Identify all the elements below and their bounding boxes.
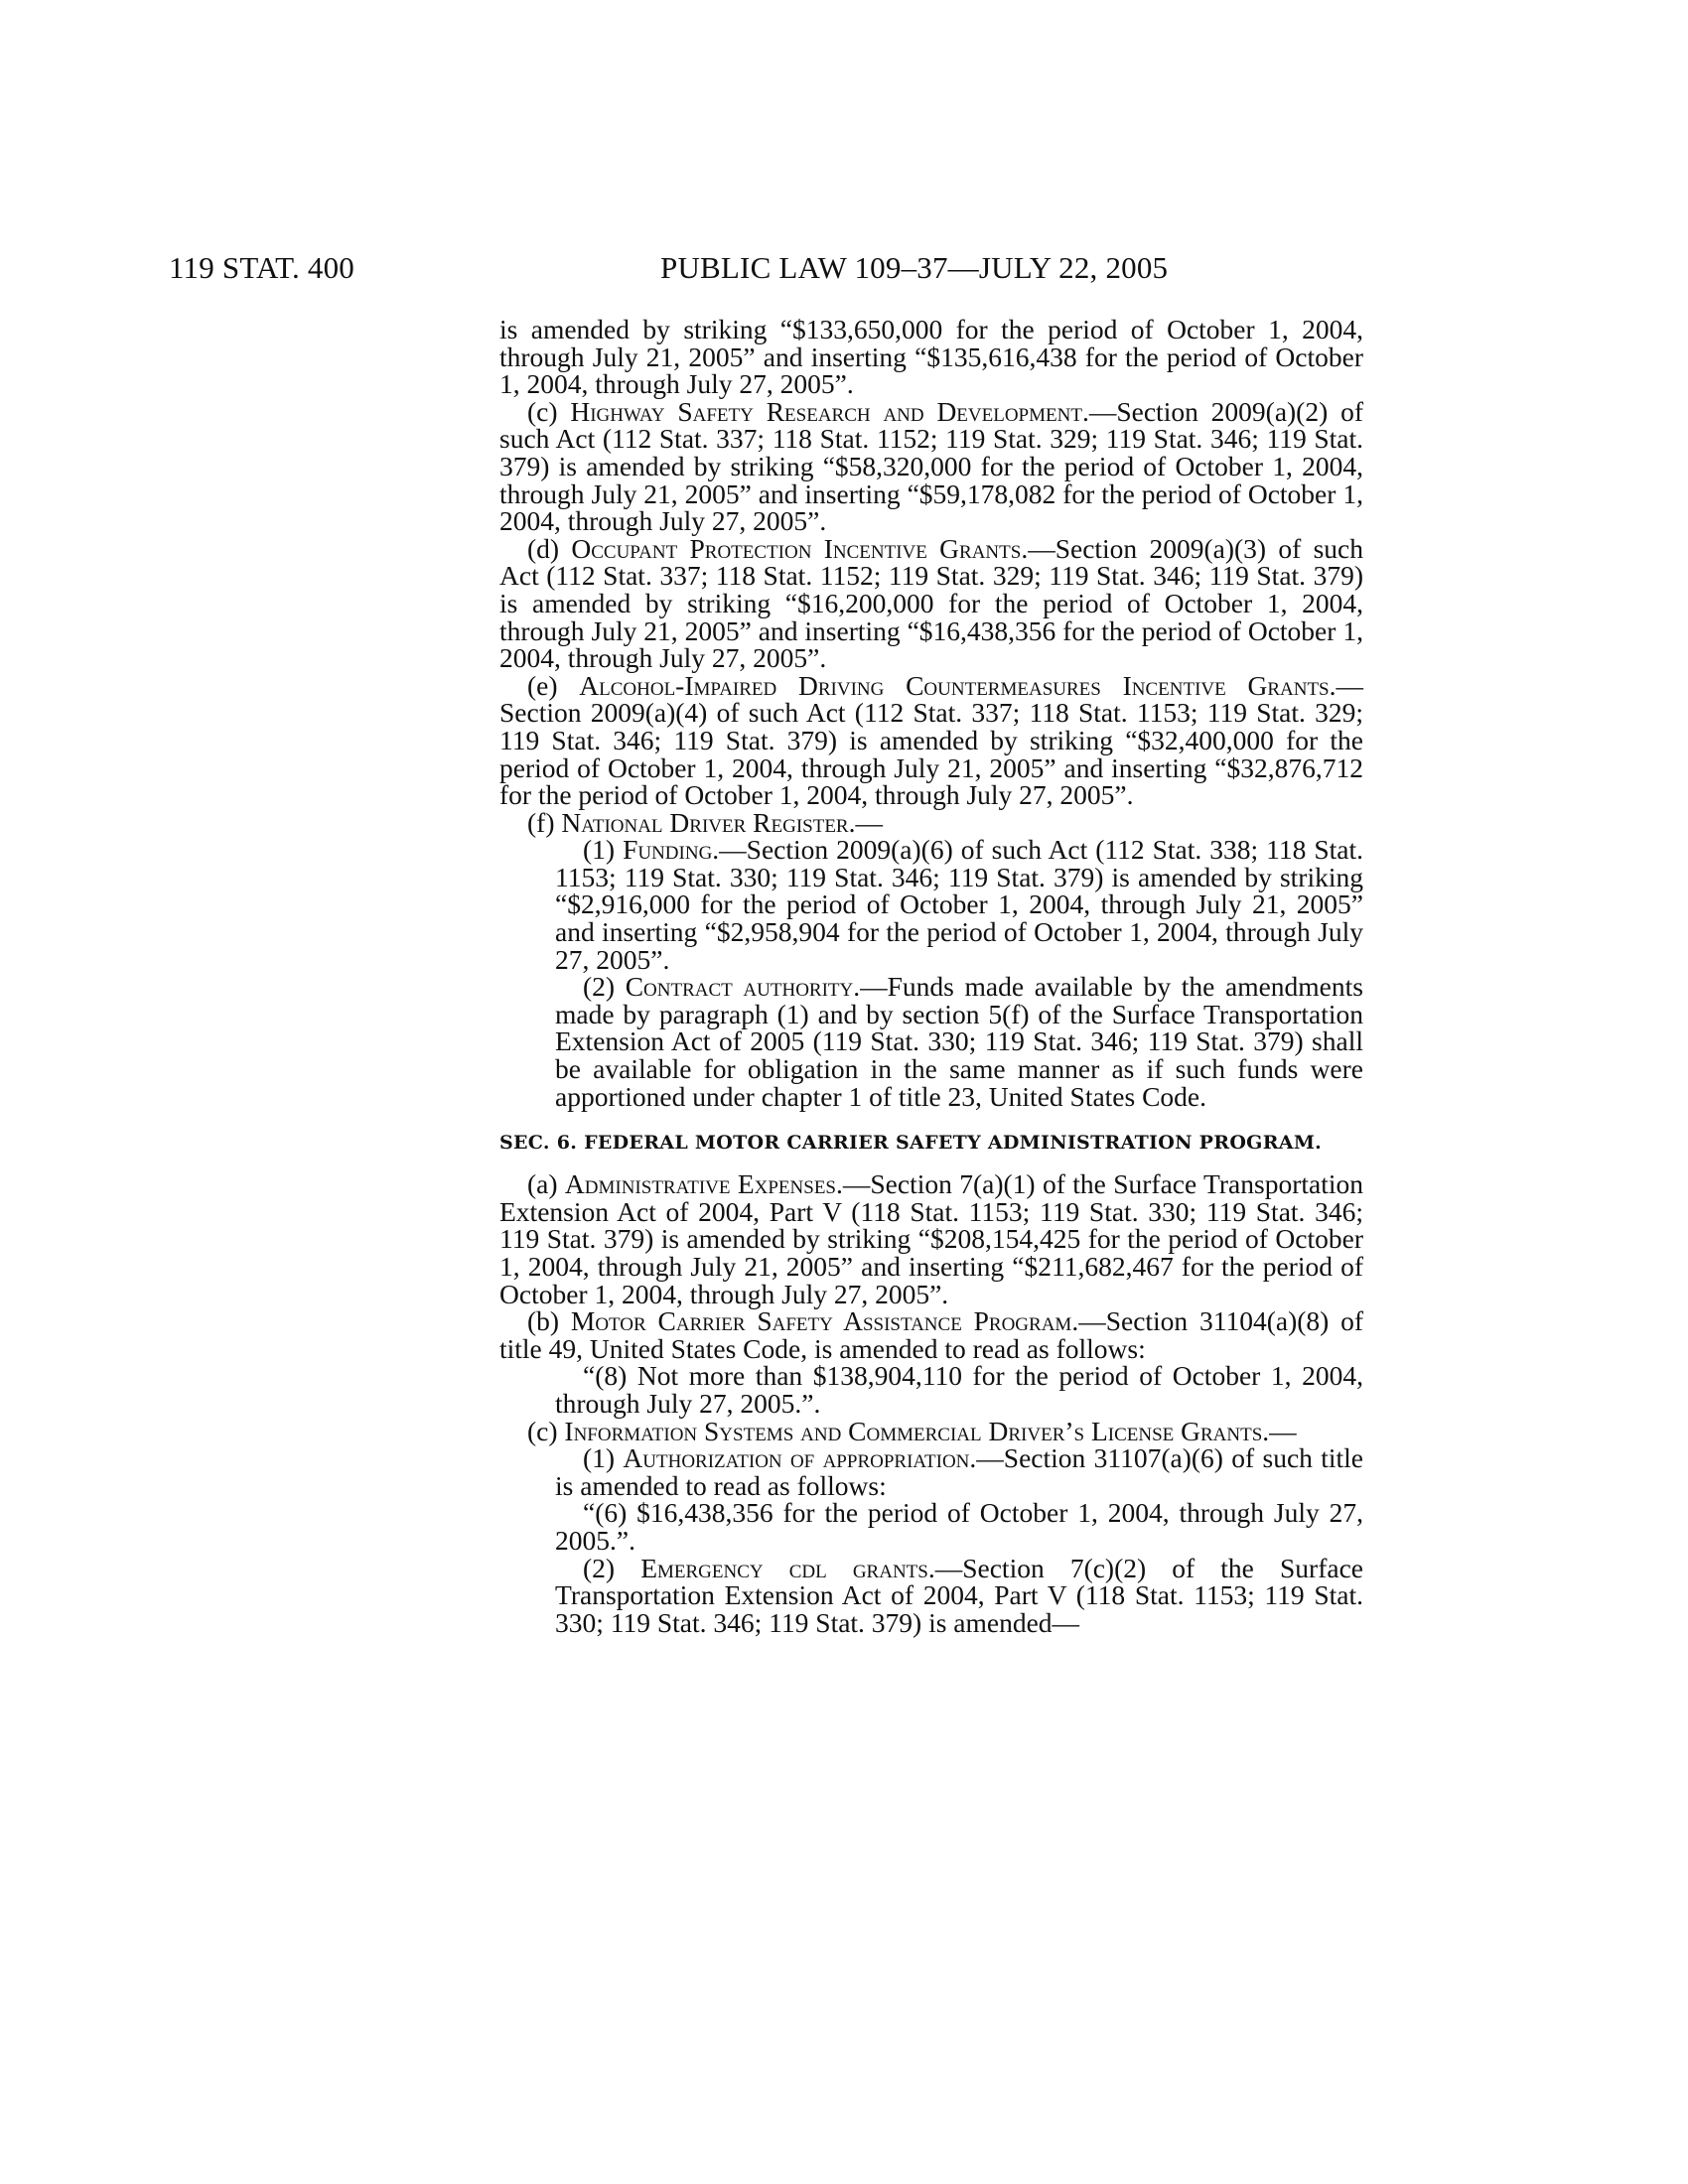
document-body — [499, 316, 1363, 1636]
running-title: PUBLIC LAW 109–37—JULY 22, 2005 — [660, 250, 1169, 285]
paragraph-f2-heading: Contract authority — [625, 971, 854, 1003]
paragraph-f1 — [499, 836, 1363, 973]
paragraph-f2-label: (2) — [583, 971, 626, 1003]
subsection-d-text: .—Section 2009(a)(3) of such Act (112 Stat. 337; 118 Stat. 1152; 119 Stat. 329; 119 Stat. 346; 119 Stat. 379) is amended by striking “$16,200,000 for the period of October 1, 2004, through July 21, 2005” and inserting “$16,438,356 for the period of October 1, 2004, through July 27, 2005”. — [499, 532, 1363, 674]
subsection-e — [499, 669, 1363, 811]
section-6-b-heading: Motor Carrier Safety Assistance Program — [570, 1305, 1072, 1337]
paragraph-f2 — [499, 973, 1363, 1110]
subsection-d-label: (d) — [527, 532, 572, 564]
subsection-e-heading: Alcohol-Impaired Driving Countermeasures Incentive Grants — [579, 669, 1330, 701]
section-6-c-heading: Information Systems and Commercial Driver’s License Grants — [564, 1415, 1263, 1446]
subsection-f — [499, 806, 1363, 838]
section-6-subsection-a — [499, 1170, 1363, 1307]
section-6-b-text: .—Section 31104(a)(8) of title 49, United States Code, is amended to read as follows: — [499, 1305, 1363, 1364]
section-6-c1-heading: Authorization of appropriation — [623, 1442, 970, 1474]
section-6-b-quoted-text: “(8) Not more than $138,904,110 for the period of October 1, 2004, through July 27, 2005.”. — [555, 1360, 1363, 1419]
section-6-c2-text: .—Section 7(c)(2) of the Surface Transportation Extension Act of 2004, Part V (118 Stat. 1153; 119 Stat. 330; 119 Stat. 346; 119 Stat. 379) is amended— — [555, 1552, 1363, 1638]
section-6-subsection-b — [499, 1307, 1363, 1362]
section-6-b-label: (b) — [527, 1305, 571, 1337]
section-6-heading: SEC. 6. FEDERAL MOTOR CARRIER SAFETY ADMINISTRATION PROGRAM. — [499, 1132, 1323, 1155]
section-6-a-text: .—Section 7(a)(1) of the Surface Transportation Extension Act of 2004, Part V (118 Stat. 1153; 119 Stat. 330; 119 Stat. 346; 119 Stat. 379) is amended by striking “$208,154,425 for the period of October 1, 2004, through July 21, 2005” and inserting “$211,682,467 for the period of October 1, 2004, through July 27, 2005”. — [499, 1168, 1363, 1309]
section-6-a-heading: Administrative Expenses — [564, 1168, 837, 1200]
paragraph-f1-heading: Funding — [623, 834, 713, 866]
section-6-c1-text: .—Section 31107(a)(6) of such title is amended to read as follows: — [555, 1442, 1363, 1501]
section-6-c-label: (c) — [527, 1415, 565, 1446]
section-6-c2-label: (2) — [583, 1552, 641, 1583]
subsection-d — [499, 532, 1363, 674]
section-6-c2 — [499, 1552, 1363, 1638]
subsection-c — [499, 395, 1363, 537]
paragraph-continuation: is amended by striking “$133,650,000 for the period of October 1, 2004, through July 21, 2005” and inserting “$135,616,438 for the period of October 1, 2004, through July 27, 2005”. — [499, 314, 1363, 400]
section-6-c1 — [499, 1444, 1363, 1499]
section-6-subsection-c — [499, 1415, 1363, 1446]
statute-page-number: 119 STAT. 400 — [169, 250, 354, 285]
section-6-c1-label: (1) — [583, 1442, 624, 1474]
section-6-c1-quoted-text: “(6) $16,438,356 for the period of October 1, 2004, through July 27, 2005.”. — [555, 1497, 1363, 1556]
paragraph-f1-label: (1) — [583, 834, 624, 866]
subsection-f-heading: National Driver Register — [561, 806, 849, 838]
subsection-e-text: .—Section 2009(a)(4) of such Act (112 Stat. 337; 118 Stat. 1153; 119 Stat. 329; 119 Stat. 346; 119 Stat. 379) is amended by striking “$32,400,000 for the period of October 1, 2004, through July 21, 2005” and inserting “$32,876,712 for the period of October 1, 2004, through July 27, 2005”. — [499, 669, 1363, 811]
subsection-c-text: .—Section 2009(a)(2) of such Act (112 Stat. 337; 118 Stat. 1152; 119 Stat. 329; 119 Stat. 346; 119 Stat. 379) is amended by striking “$58,320,000 for the period of October 1, 2004, through July 21, 2005” and inserting “$59,178,082 for the period of October 1, 2004, through July 27, 2005”. — [499, 395, 1363, 537]
subsection-f-text: .— — [848, 806, 883, 838]
paragraph-f2-text: .—Funds made available by the amendments made by paragraph (1) and by section 5(f) of the Surface Transportation Extension Act of 2005 (119 Stat. 330; 119 Stat. 346; 119 Stat. 379) shall be available for obligation in the same manner as if such funds were apportioned under chapter 1 of title 23, United States Code. — [555, 971, 1363, 1112]
paragraph-f1-text: .—Section 2009(a)(6) of such Act (112 Stat. 338; 118 Stat. 1153; 119 Stat. 330; 119 Stat. 346; 119 Stat. 379) is amended by striking “$2,916,000 for the period of October 1, 2004, through July 21, 2005” and inserting “$2,958,904 for the period of October 1, 2004, through July 27, 2005”. — [555, 834, 1363, 975]
subsection-e-label: (e) — [527, 669, 580, 701]
subsection-f-label: (f) — [527, 806, 562, 838]
section-6-c2-heading: Emergency cdl grants — [640, 1552, 928, 1583]
subsection-d-heading: Occupant Protection Incentive Grants — [571, 532, 1022, 564]
section-6-a-label: (a) — [527, 1168, 565, 1200]
section-6-c-text: .— — [1262, 1415, 1297, 1446]
subsection-c-heading: Highway Safety Research and Development — [570, 395, 1082, 427]
subsection-c-label: (c) — [527, 395, 571, 427]
